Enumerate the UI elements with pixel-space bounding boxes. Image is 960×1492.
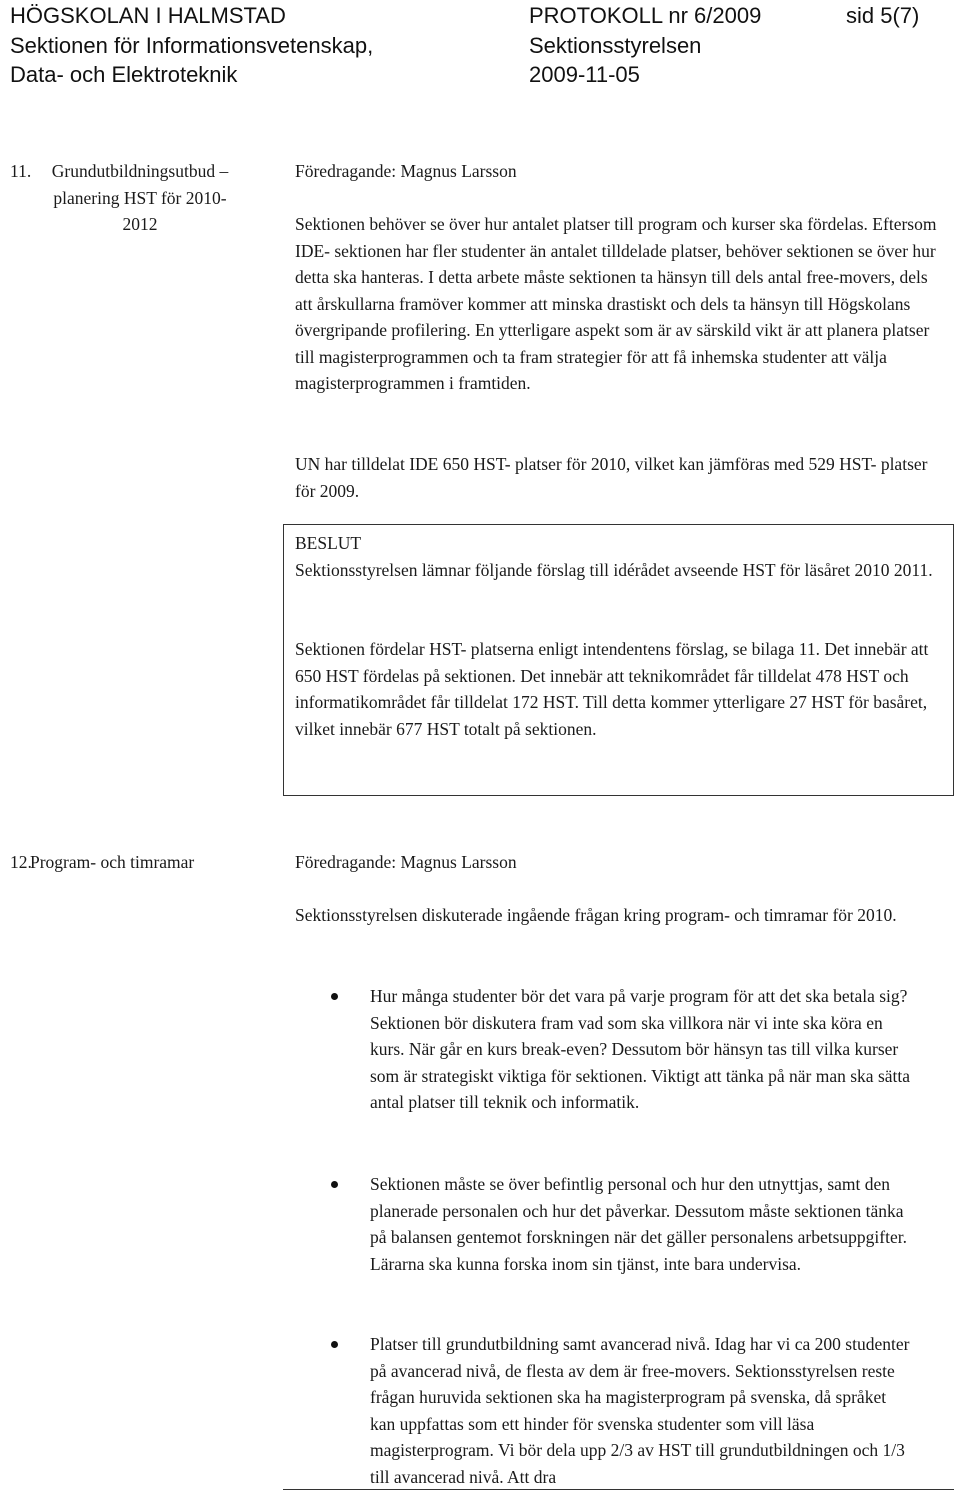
protocol-number: PROTOKOLL nr 6/2009 [529, 3, 762, 28]
decision-paragraph-1: Sektionsstyrelsen lämnar följande förslag till idérådet avseende HST för läsåret 2010 2011. [295, 560, 933, 580]
item-11-presenter: Föredragande: Magnus Larsson [295, 161, 517, 181]
item-11-title-line1: Grundutbildningsutbud – [51, 161, 229, 181]
item-12-number: 12. [10, 852, 32, 872]
decision-paragraph-2: Sektionen fördelar HST- platserna enligt intendentens förslag, se bilaga 11. Det innebär att 650 HST fördelas på sektionen. Det innebär att teknikområdet får tilldelat 478 HST och informatikområdet får tilldelat 172 HST. Till detta kommer ytterligare 27 HST för basåret, vilket innebär 677 HST totalt på sektionen. [295, 639, 929, 739]
page-bottom-rule [283, 1489, 954, 1490]
item-12-title: Program- och timramar [30, 852, 195, 872]
bullet-icon [331, 1341, 338, 1348]
org-name: HÖGSKOLAN I HALMSTAD [10, 3, 286, 28]
item-11-paragraph-1: Sektionen behöver se över hur antalet platser till program och kurser ska fördelas. Eftersom IDE- sektionen har fler studenter än antalet tilldelade platser, behöver sektionen se över hur detta ska hanteras. I detta arbete måste sektionen ta hänsyn till dels antal free-movers, dels att årskullarna framöver kommer att minska drastiskt och dels ta hänsyn till Högskolans övergripande profilering. En ytterligare aspekt som är av särskild vikt är att planera platser till magisterprogrammen och ta fram strategier för att få inhemska studenter att välja magisterprogrammen i framtiden. [295, 214, 937, 393]
board-name: Sektionsstyrelsen [529, 33, 702, 58]
org-section: Sektionen för Informationsvetenskap, [10, 33, 374, 58]
bullet-icon [331, 1181, 338, 1188]
item-11-paragraph-2: UN har tilldelat IDE 650 HST- platser för 2010, vilket kan jämföras med 529 HST- platser för 2009. [295, 454, 928, 501]
item-11-title-line3: 2012 [122, 214, 158, 234]
meeting-date: 2009-11-05 [529, 62, 640, 87]
bullet-icon [331, 993, 338, 1000]
decision-heading: BESLUT [295, 533, 362, 553]
bullet-text: Platser till grundutbildning samt avancerad nivå. Idag har vi ca 200 studenter på avancerad nivå, de flesta av dem är free-movers. Sektionsstyrelsen reste frågan huruvida sektionen ska ha magisterprogram på svenska, då språket kan uppfattas som ett hinder för svenska studenter som vill läsa magisterprogram. Vi bör dela upp 2/3 av HST till grundutbildningen och 1/3 till avancerad nivå. Att dra [370, 1334, 910, 1487]
bullet-text: Sektionen måste se över befintlig personal och hur den utnyttjas, samt den planerade personalen och hur det påverkar. Dessutom måste sektionen tänka på balansen gentemot forskningen när det gäller personalens arbetsuppgifter. Lärarna ska kunna forska inom sin tjänst, inte bara undervisa. [370, 1174, 907, 1274]
item-12-paragraph-1: Sektionsstyrelsen diskuterade ingående frågan kring program- och timramar för 2010. [295, 905, 897, 925]
bullet-text: Hur många studenter bör det vara på varje program för att det ska betala sig? Sektionen bör diskutera fram vad som ska villkora när vi inte ska köra en kurs. När går en kurs break-even? Dessutom bör hänsyn tas till vilka kurser som är strategiskt viktiga för sektionen. Viktigt att tänka på när man ska sätta antal platser till teknik och informatik. [370, 986, 911, 1112]
org-section-cont: Data- och Elektroteknik [10, 62, 238, 87]
item-11-title [30, 158, 250, 238]
page-number: sid 5(7) [846, 3, 920, 28]
item-12-presenter: Föredragande: Magnus Larsson [295, 852, 517, 872]
item-11-number: 11. [10, 161, 32, 181]
item-11-title-line2: planering HST för 2010- [53, 187, 227, 208]
